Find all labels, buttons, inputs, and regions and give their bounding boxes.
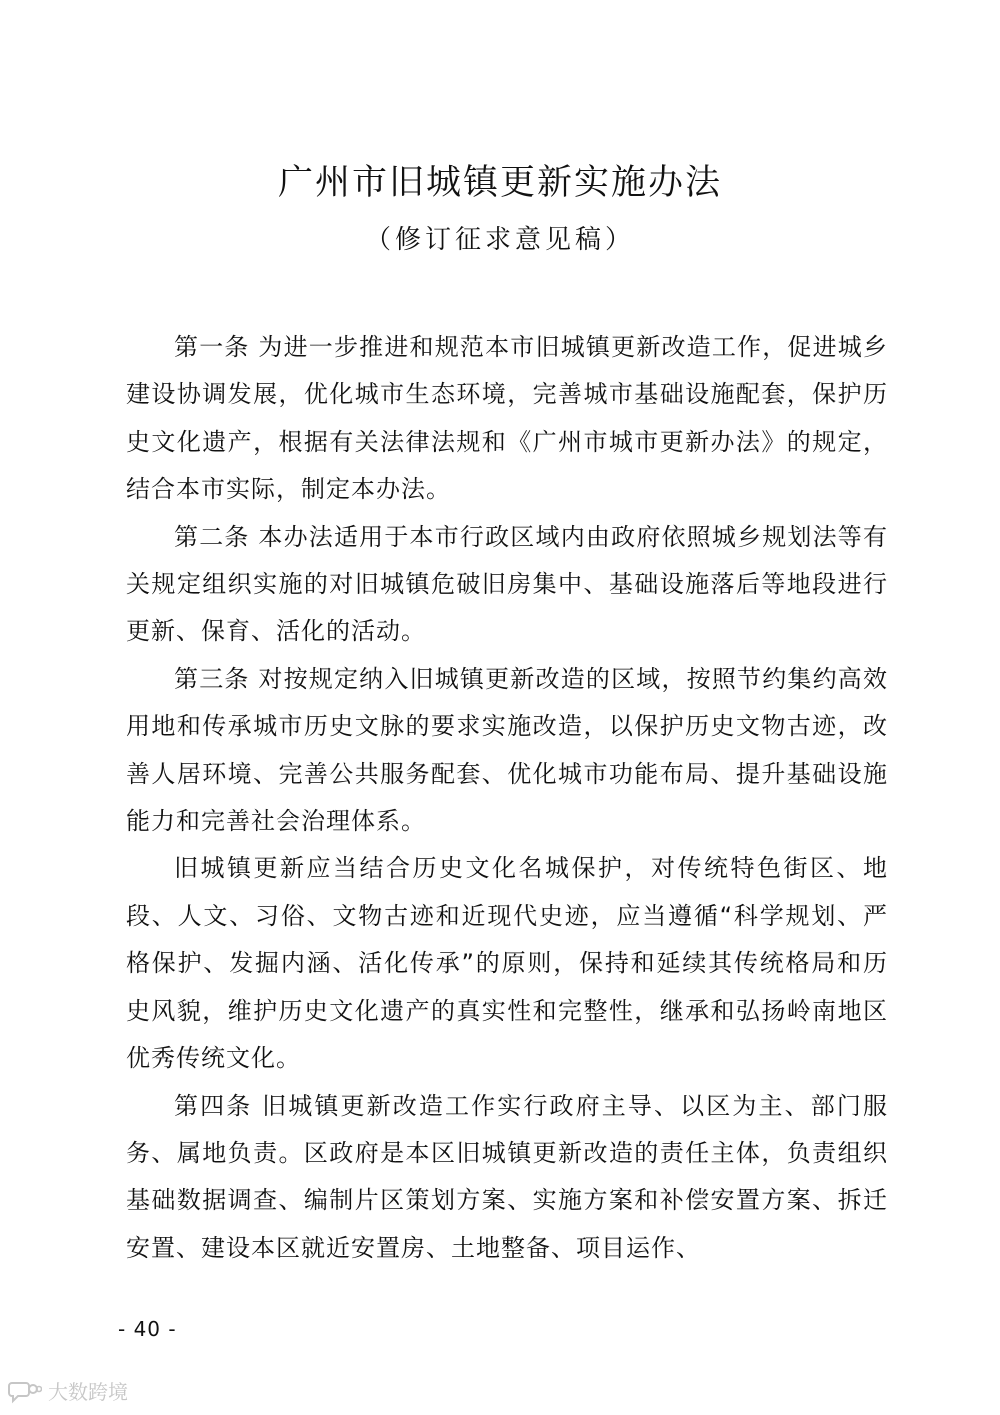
article-4-paragraph: 第四条 旧城镇更新改造工作实行政府主导、以区为主、部门服务、属地负责。区政府是本区旧城镇更新改造的责任主体，负责组织基础数据调查、编制片区策划方案、实施方案和补偿安置方案、拆迁安置、建设本区就近安置房、土地整备、项目运作、 <box>126 1091 888 1262</box>
page-number: - 40 - <box>118 1317 177 1341</box>
chat-bubble-logo-icon <box>8 1380 42 1404</box>
page-title: 广州市旧城镇更新实施办法 <box>277 163 722 203</box>
document-body <box>126 324 888 1272</box>
watermark-text: 大数跨境 <box>48 1380 128 1404</box>
article-1-paragraph: 第一条 为进一步推进和规范本市旧城镇更新改造工作，促进城乡建设协调发展，优化城市生态环境，完善城市基础设施配套，保护历史文化遗产，根据有关法律法规和《广州市城市更新办法》的规定，结合本市实际，制定本办法。 <box>126 333 888 504</box>
article-2-paragraph: 第二条 本办法适用于本市行政区域内由政府依照城乡规划法等有关规定组织实施的对旧城镇危破旧房集中、基础设施落后等地段进行更新、保育、活化的活动。 <box>126 522 888 646</box>
article-3-continuation-paragraph: 旧城镇更新应当结合历史文化名城保护，对传统特色街区、地段、人文、习俗、文物古迹和近现代史迹，应当遵循“科学规划、严格保护、发掘内涵、活化传承”的原则，保持和延续其传统格局和历史风貌，维护历史文化遗产的真实性和完整性，继承和弘扬岭南地区优秀传统文化。 <box>126 854 888 1073</box>
page-subtitle: （修订征求意见稿） <box>364 225 635 255</box>
watermark <box>8 1378 128 1406</box>
article-3-paragraph: 第三条 对按规定纳入旧城镇更新改造的区域，按照节约集约高效用地和传承城市历史文脉的要求实施改造，以保护历史文物古迹，改善人居环境、完善公共服务配套、优化城市功能布局、提升基础设施能力和完善社会治理体系。 <box>126 664 888 836</box>
